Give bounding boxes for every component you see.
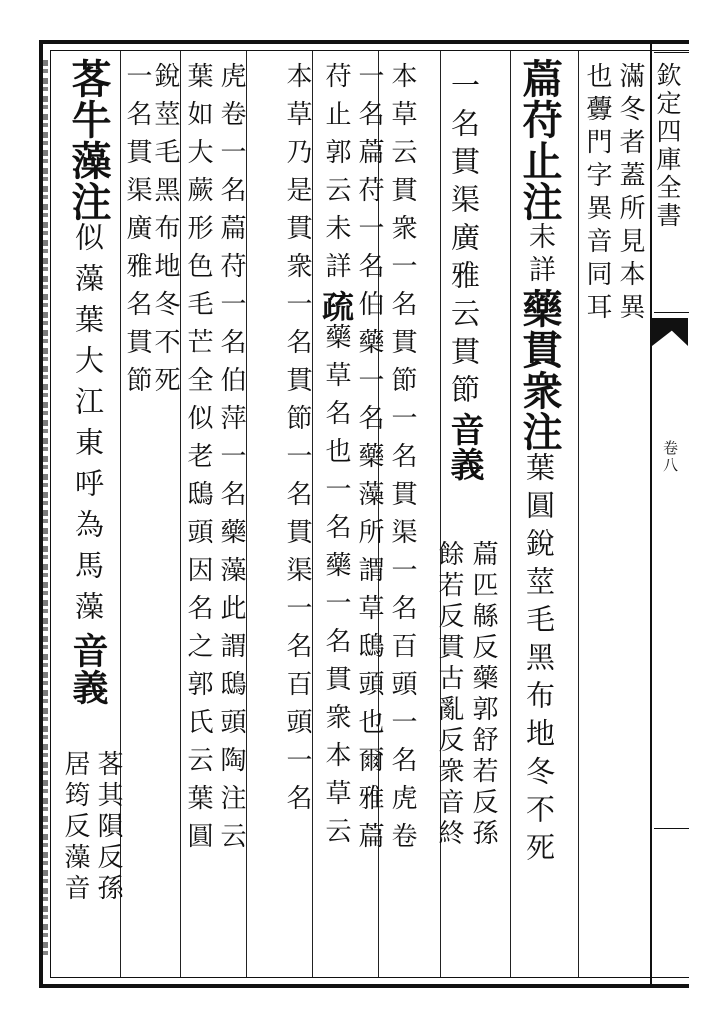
column-rule <box>312 51 313 977</box>
yinyi-marker: 音義 <box>67 632 109 706</box>
book-title: 欽定四庫全書 <box>653 62 682 230</box>
commentary-text: 苻止郭云未詳 <box>321 62 351 290</box>
commentary-line: 一名貫渠廣雅名貫節 <box>122 62 152 404</box>
main-column <box>516 58 563 870</box>
annotation-line: 茖其隕反孫 <box>93 750 123 905</box>
column-rule <box>246 51 247 977</box>
main-column <box>444 70 484 482</box>
commentary-line: 一名萹苻一名伯藥一名藥藻所謂草鴟頭也爾雅萹 <box>354 62 384 860</box>
note-marker: 注 <box>516 411 563 452</box>
entry-term: 茖 <box>65 58 112 99</box>
yinyi-marker: 音義 <box>444 412 484 482</box>
note-text: 似藻葉大江東呼為馬藻 <box>71 222 105 632</box>
strip-line <box>654 312 689 313</box>
shu-marker: 疏 <box>317 290 355 323</box>
annotation-line: 萹匹緜反藥郭舒若反孫 <box>468 540 498 850</box>
commentary-line: 虎卷一名萹苻一名伯萍一名藥藻此謂鴟頭陶注云 <box>216 62 246 860</box>
note-text: 一名貫渠廣雅云貫節 <box>447 70 481 412</box>
strip-line <box>654 828 689 829</box>
note-text: 葉圓銳莖毛黑布地冬不死 <box>522 452 556 870</box>
note-marker: 注 <box>65 181 112 222</box>
commentary-line: 銳莖毛黑布地冬不死 <box>150 62 180 404</box>
note-text: 未詳 <box>524 222 555 288</box>
main-column <box>65 58 112 706</box>
annotation-line: 餘若反貫古亂反衆音終 <box>434 540 464 850</box>
entry-term: 牛藻 <box>65 99 112 181</box>
entry-term: 藥貫衆 <box>516 288 563 411</box>
commentary-line: 本草乃是貫衆一名貫節一名貫渠一名百頭一名 <box>282 62 312 822</box>
annotation-line: 也虋門字異音同耳 <box>582 62 612 326</box>
commentary-text: 藥草名也一名藥一名貫衆本草云 <box>321 323 351 855</box>
commentary-line: 本草云貫衆一名貫節一名貫渠一名百頭一名虎卷 <box>387 62 417 860</box>
annotation-line: 居筠反藻音 <box>60 750 90 905</box>
volume-number: 卷八 <box>661 440 679 474</box>
column-rule <box>510 51 511 977</box>
annotation-line: 滿冬者蓋所見本異 <box>615 62 645 326</box>
entry-term: 萹苻止 <box>516 58 563 181</box>
note-marker: 注 <box>516 181 563 222</box>
column-rule <box>578 51 579 977</box>
commentary-line: 葉如大蕨形色毛芒全似老鴟頭因名之郭氏云葉圓 <box>183 62 213 860</box>
commentary-column <box>317 62 355 855</box>
column-rule <box>180 51 181 977</box>
strip-line <box>654 52 689 53</box>
